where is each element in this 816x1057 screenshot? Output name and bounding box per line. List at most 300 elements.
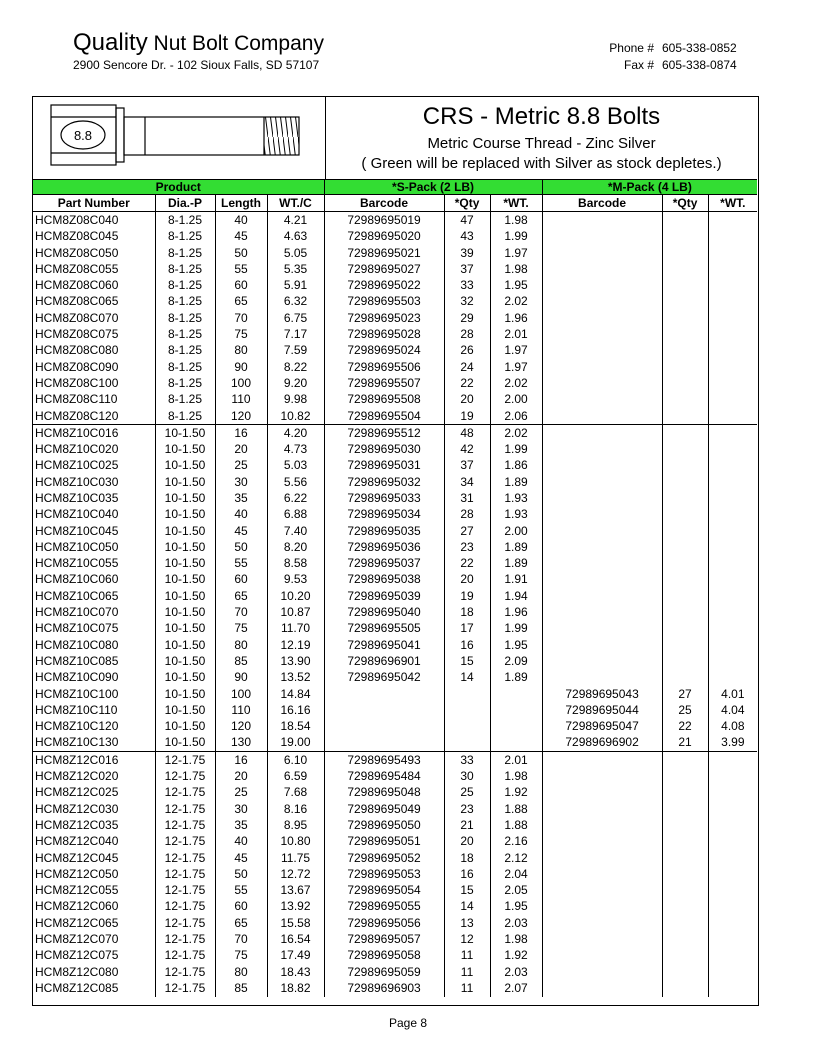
col-wt-c: 13.52 xyxy=(267,670,324,686)
col-m-wt: 4.04 xyxy=(708,702,757,718)
col-part-number: HCM8Z08C070 xyxy=(35,310,119,325)
col-s-wt: 1.92 xyxy=(490,785,542,801)
col-part-number: HCM8Z10C016 xyxy=(33,425,155,442)
col-wt-c: 12.19 xyxy=(267,637,324,653)
col-length: 40 xyxy=(215,834,267,850)
col-s-wt: 1.98 xyxy=(490,212,542,229)
col-m-qty xyxy=(662,245,708,261)
col-wt-c: 4.63 xyxy=(267,229,324,245)
col-wt-c: 5.56 xyxy=(267,474,324,490)
catalog-frame xyxy=(32,96,759,1006)
table-row xyxy=(33,882,757,898)
col-m-wt xyxy=(708,245,757,261)
col-s-qty: 23 xyxy=(444,801,490,817)
col-s-qty: 42 xyxy=(444,441,490,457)
table-row xyxy=(33,719,757,735)
col-dia-p: 10-1.50 xyxy=(155,588,215,604)
col-length: 60 xyxy=(215,277,267,293)
col-s-wt: 2.06 xyxy=(490,408,542,425)
col-s-barcode: 72989695033 xyxy=(324,490,444,506)
col-wt-c: 5.35 xyxy=(267,261,324,277)
col-s-barcode: 72989695030 xyxy=(324,441,444,457)
col-part-number: HCM8Z08C110 xyxy=(35,392,118,407)
col-dia-p: 8-1.25 xyxy=(155,310,215,326)
col-m-qty xyxy=(662,375,708,391)
col-s-barcode: 72989695022 xyxy=(324,277,444,293)
col-s-barcode: 72989695054 xyxy=(324,882,444,898)
table-row xyxy=(33,621,757,637)
table-row xyxy=(33,556,757,572)
col-length: 25 xyxy=(215,458,267,474)
col-part-number: HCM8Z10C090 xyxy=(35,670,119,685)
col-m-wt xyxy=(708,458,757,474)
col-length: 20 xyxy=(215,441,267,457)
table-row xyxy=(33,490,757,506)
col-s-barcode: 72989695057 xyxy=(324,931,444,947)
col-length: 35 xyxy=(215,490,267,506)
col-part-number: HCM8Z10C020 xyxy=(35,442,119,457)
col-m-wt xyxy=(708,375,757,391)
col-s-wt: 2.03 xyxy=(490,964,542,980)
col-m-wt xyxy=(708,556,757,572)
col-length: 80 xyxy=(215,964,267,980)
table-row xyxy=(33,653,757,669)
col-wt-c: 5.03 xyxy=(267,458,324,474)
col-s-wt: 2.04 xyxy=(490,866,542,882)
col-part-number: HCM8Z08C100 xyxy=(35,375,119,390)
col-m-wt xyxy=(708,359,757,375)
col-part-number: HCM8Z12C075 xyxy=(35,948,119,963)
col-s-wt xyxy=(490,702,542,718)
col-wt-c: 4.20 xyxy=(267,425,324,442)
col-m-qty xyxy=(662,310,708,326)
col-part-number: HCM8Z12C050 xyxy=(35,866,119,881)
col-wt-c: 9.20 xyxy=(267,375,324,391)
col-part-number: HCM8Z08C060 xyxy=(35,278,119,293)
col-m-qty xyxy=(662,392,708,408)
col-s-qty xyxy=(444,719,490,735)
col-s-qty: 19 xyxy=(444,588,490,604)
col-m-barcode xyxy=(542,768,662,784)
table-row xyxy=(33,326,757,342)
col-s-wt xyxy=(490,735,542,752)
col-wt-c: WT./C xyxy=(267,195,324,212)
col-dia-p: 10-1.50 xyxy=(155,653,215,669)
col-s-wt: 1.93 xyxy=(490,490,542,506)
col-dia-p: 10-1.50 xyxy=(155,572,215,588)
col-m-wt: 3.99 xyxy=(708,735,757,752)
col-s-wt: 1.89 xyxy=(490,670,542,686)
col-wt-c: 6.88 xyxy=(267,507,324,523)
col-s-barcode: 72989695019 xyxy=(324,212,444,229)
col-part-number: HCM8Z08C120 xyxy=(35,408,119,423)
col-s-wt: 2.16 xyxy=(490,834,542,850)
col-length: 70 xyxy=(215,310,267,326)
col-dia-p: 8-1.25 xyxy=(155,245,215,261)
col-m-qty: 22 xyxy=(662,719,708,735)
col-m-barcode xyxy=(542,507,662,523)
col-s-wt: 2.07 xyxy=(490,980,542,996)
col-m-wt xyxy=(708,229,757,245)
col-m-qty xyxy=(662,408,708,425)
col-m-qty xyxy=(662,653,708,669)
col-s-barcode: 72989695036 xyxy=(324,539,444,555)
col-m-wt xyxy=(708,931,757,947)
col-length: 85 xyxy=(215,980,267,996)
col-s-qty: 33 xyxy=(444,752,490,769)
col-m-barcode: 72989695043 xyxy=(542,686,662,702)
col-length: 50 xyxy=(215,245,267,261)
col-s-barcode: 72989695508 xyxy=(324,392,444,408)
col-m-wt xyxy=(708,507,757,523)
table-row xyxy=(33,637,757,653)
col-m-barcode xyxy=(542,294,662,310)
col-m-wt xyxy=(708,294,757,310)
col-m-barcode xyxy=(542,899,662,915)
col-s-barcode xyxy=(324,719,444,735)
col-m-wt xyxy=(708,834,757,850)
col-s-barcode: 72989695050 xyxy=(324,817,444,833)
col-m-wt xyxy=(708,212,757,229)
col-m-barcode xyxy=(542,245,662,261)
page-subtitle: Metric Course Thread - Zinc Silver xyxy=(427,135,656,152)
table-row xyxy=(33,392,757,408)
col-wt-c: 16.54 xyxy=(267,931,324,947)
col-dia-p: 12-1.75 xyxy=(155,866,215,882)
col-dia-p: 10-1.50 xyxy=(155,735,215,752)
col-wt-c: 15.58 xyxy=(267,915,324,931)
col-s-wt: 1.88 xyxy=(490,801,542,817)
col-m-barcode xyxy=(542,375,662,391)
col-wt-c: 6.59 xyxy=(267,768,324,784)
col-s-wt: 1.95 xyxy=(490,637,542,653)
col-s-qty xyxy=(444,735,490,752)
col-dia-p: 10-1.50 xyxy=(155,604,215,620)
col-s-barcode: 72989696903 xyxy=(324,980,444,996)
col-m-barcode xyxy=(542,474,662,490)
col-m-barcode xyxy=(542,588,662,604)
table-row xyxy=(33,539,757,555)
col-m-barcode xyxy=(542,637,662,653)
col-s-barcode: 72989695049 xyxy=(324,801,444,817)
page-number: Page 8 xyxy=(388,1016,428,1030)
table-row xyxy=(33,229,757,245)
col-s-qty: 29 xyxy=(444,310,490,326)
catalog-header xyxy=(33,97,757,180)
col-s-barcode: 72989695503 xyxy=(324,294,444,310)
col-dia-p: 10-1.50 xyxy=(155,425,215,442)
col-s-qty: 20 xyxy=(444,572,490,588)
fax-label: Fax # xyxy=(623,58,654,72)
col-dia-p: 8-1.25 xyxy=(155,375,215,391)
col-m-barcode xyxy=(542,882,662,898)
col-m-wt xyxy=(708,752,757,769)
col-s-barcode: 72989695506 xyxy=(324,359,444,375)
col-s-qty: 22 xyxy=(444,375,490,391)
col-dia-p: 12-1.75 xyxy=(155,850,215,866)
col-wt-c: 8.22 xyxy=(267,359,324,375)
col-dia-p: 12-1.75 xyxy=(155,801,215,817)
col-s-qty: *Qty xyxy=(444,195,490,212)
col-part-number: HCM8Z12C065 xyxy=(35,915,119,930)
col-s-wt: 2.01 xyxy=(490,326,542,342)
col-m-wt xyxy=(708,310,757,326)
col-s-qty: 37 xyxy=(444,261,490,277)
col-s-qty: 32 xyxy=(444,294,490,310)
col-part-number: HCM8Z08C050 xyxy=(35,245,119,260)
table-row xyxy=(33,948,757,964)
col-s-qty: 28 xyxy=(444,507,490,523)
col-m-wt xyxy=(708,490,757,506)
col-s-qty: 18 xyxy=(444,604,490,620)
col-m-wt xyxy=(708,850,757,866)
col-part-number: HCM8Z10C070 xyxy=(35,605,119,620)
col-m-qty xyxy=(662,980,708,996)
col-m-qty xyxy=(662,441,708,457)
col-length: 110 xyxy=(215,702,267,718)
col-dia-p: 8-1.25 xyxy=(155,277,215,293)
col-dia-p: 8-1.25 xyxy=(155,229,215,245)
col-m-barcode xyxy=(542,785,662,801)
col-wt-c: 19.00 xyxy=(267,735,324,752)
col-s-qty: 13 xyxy=(444,915,490,931)
col-m-qty xyxy=(662,572,708,588)
col-dia-p: 10-1.50 xyxy=(155,670,215,686)
col-s-wt: 1.99 xyxy=(490,229,542,245)
col-s-qty xyxy=(444,686,490,702)
col-part-number: HCM8Z12C016 xyxy=(33,752,155,769)
table-row xyxy=(33,245,757,261)
col-s-wt: 1.95 xyxy=(490,899,542,915)
col-m-wt: *WT. xyxy=(708,195,757,212)
col-part-number: HCM8Z10C075 xyxy=(35,621,119,636)
col-m-barcode xyxy=(542,850,662,866)
col-m-wt xyxy=(708,277,757,293)
table-row xyxy=(33,702,757,718)
col-m-wt xyxy=(708,261,757,277)
col-m-barcode xyxy=(542,408,662,425)
col-s-wt: 1.99 xyxy=(490,441,542,457)
col-part-number: HCM8Z10C065 xyxy=(35,588,119,603)
col-m-wt xyxy=(708,539,757,555)
col-s-barcode: 72989695024 xyxy=(324,343,444,359)
col-m-qty xyxy=(662,277,708,293)
col-s-barcode: 72989695493 xyxy=(324,752,444,769)
col-s-barcode: 72989695051 xyxy=(324,834,444,850)
col-s-wt: 2.09 xyxy=(490,653,542,669)
col-s-barcode: 72989695027 xyxy=(324,261,444,277)
col-wt-c: 6.10 xyxy=(267,752,324,769)
col-m-barcode xyxy=(542,653,662,669)
col-dia-p: 8-1.25 xyxy=(155,408,215,425)
col-length: 75 xyxy=(215,948,267,964)
col-s-barcode: 72989695052 xyxy=(324,850,444,866)
col-m-wt xyxy=(708,670,757,686)
table-row xyxy=(33,441,757,457)
col-s-wt: 1.95 xyxy=(490,277,542,293)
col-wt-c: 8.95 xyxy=(267,817,324,833)
col-s-qty: 15 xyxy=(444,653,490,669)
col-s-qty: 16 xyxy=(444,866,490,882)
col-m-barcode xyxy=(542,359,662,375)
col-s-qty: 37 xyxy=(444,458,490,474)
col-wt-c: 14.84 xyxy=(267,686,324,702)
col-wt-c: 10.80 xyxy=(267,834,324,850)
col-s-barcode: 72989695504 xyxy=(324,408,444,425)
col-dia-p: 12-1.75 xyxy=(155,980,215,996)
col-length: 130 xyxy=(215,735,267,752)
col-wt-c: 12.72 xyxy=(267,866,324,882)
col-s-wt: 1.98 xyxy=(490,768,542,784)
col-m-qty xyxy=(662,326,708,342)
col-part-number: HCM8Z12C045 xyxy=(35,850,119,865)
col-m-barcode xyxy=(542,392,662,408)
col-length: 70 xyxy=(215,604,267,620)
col-dia-p: 12-1.75 xyxy=(155,964,215,980)
col-s-wt: 1.97 xyxy=(490,359,542,375)
col-s-barcode: 72989695023 xyxy=(324,310,444,326)
col-length: 16 xyxy=(215,752,267,769)
group-product: Product xyxy=(33,180,324,195)
bolt-icon xyxy=(33,97,325,179)
col-m-qty xyxy=(662,948,708,964)
col-length: 20 xyxy=(215,768,267,784)
col-wt-c: 6.75 xyxy=(267,310,324,326)
col-dia-p: 8-1.25 xyxy=(155,212,215,229)
col-wt-c: 9.98 xyxy=(267,392,324,408)
col-m-qty xyxy=(662,458,708,474)
col-m-wt xyxy=(708,899,757,915)
col-length: 120 xyxy=(215,719,267,735)
col-s-wt: 1.96 xyxy=(490,604,542,620)
col-part-number: HCM8Z08C040 xyxy=(35,212,119,227)
col-part-number: HCM8Z08C065 xyxy=(35,294,119,309)
table-row xyxy=(33,277,757,293)
col-m-barcode xyxy=(542,670,662,686)
col-m-barcode xyxy=(542,964,662,980)
col-length: 40 xyxy=(215,507,267,523)
col-m-qty xyxy=(662,294,708,310)
col-m-wt xyxy=(708,474,757,490)
company-name xyxy=(73,29,324,57)
col-wt-c: 16.16 xyxy=(267,702,324,718)
col-dia-p: 10-1.50 xyxy=(155,507,215,523)
col-s-barcode: 72989695484 xyxy=(324,768,444,784)
col-s-barcode xyxy=(324,702,444,718)
col-part-number: HCM8Z10C060 xyxy=(35,572,119,587)
col-s-barcode: 72989695059 xyxy=(324,964,444,980)
col-part-number: HCM8Z10C110 xyxy=(35,702,118,717)
col-s-barcode xyxy=(324,735,444,752)
col-dia-p: Dia.-P xyxy=(155,195,215,212)
col-dia-p: 10-1.50 xyxy=(155,458,215,474)
col-s-qty: 19 xyxy=(444,408,490,425)
col-length: 80 xyxy=(215,343,267,359)
col-dia-p: 12-1.75 xyxy=(155,915,215,931)
col-s-barcode: 72989695040 xyxy=(324,604,444,620)
col-part-number: HCM8Z10C100 xyxy=(35,686,119,701)
col-s-wt: 1.93 xyxy=(490,507,542,523)
table-row xyxy=(33,523,757,539)
col-s-barcode: 72989695020 xyxy=(324,229,444,245)
col-length: 55 xyxy=(215,882,267,898)
col-length: 65 xyxy=(215,915,267,931)
col-m-barcode xyxy=(542,801,662,817)
col-dia-p: 8-1.25 xyxy=(155,261,215,277)
table-row xyxy=(33,866,757,882)
col-s-barcode: 72989695039 xyxy=(324,588,444,604)
col-length: 45 xyxy=(215,229,267,245)
col-dia-p: 10-1.50 xyxy=(155,474,215,490)
table-row xyxy=(33,604,757,620)
col-m-qty xyxy=(662,474,708,490)
table-row xyxy=(33,408,757,425)
table-row xyxy=(33,768,757,784)
col-length: 100 xyxy=(215,686,267,702)
col-s-wt: 2.00 xyxy=(490,523,542,539)
col-s-qty: 12 xyxy=(444,931,490,947)
col-m-qty: *Qty xyxy=(662,195,708,212)
table-row xyxy=(33,507,757,523)
col-wt-c: 18.82 xyxy=(267,980,324,996)
col-s-barcode: 72989695032 xyxy=(324,474,444,490)
col-m-qty: 25 xyxy=(662,702,708,718)
col-length: 45 xyxy=(215,850,267,866)
col-m-barcode xyxy=(542,539,662,555)
phone-label: Phone # xyxy=(609,41,654,55)
col-s-wt: 1.91 xyxy=(490,572,542,588)
col-dia-p: 12-1.75 xyxy=(155,834,215,850)
col-s-qty: 25 xyxy=(444,785,490,801)
table-row xyxy=(33,899,757,915)
col-m-qty xyxy=(662,785,708,801)
table-row xyxy=(33,458,757,474)
col-length: 50 xyxy=(215,866,267,882)
col-length: 70 xyxy=(215,931,267,947)
col-length: 75 xyxy=(215,326,267,342)
col-s-wt: 1.92 xyxy=(490,948,542,964)
col-s-qty: 30 xyxy=(444,768,490,784)
col-m-wt xyxy=(708,621,757,637)
col-s-wt: 1.89 xyxy=(490,556,542,572)
col-s-wt: 2.12 xyxy=(490,850,542,866)
col-dia-p: 12-1.75 xyxy=(155,948,215,964)
col-m-wt xyxy=(708,425,757,442)
col-m-qty xyxy=(662,915,708,931)
table-row xyxy=(33,670,757,686)
col-m-barcode xyxy=(542,752,662,769)
col-m-qty xyxy=(662,604,708,620)
table-row xyxy=(33,915,757,931)
col-m-qty xyxy=(662,212,708,229)
col-s-qty: 17 xyxy=(444,621,490,637)
col-s-barcode: 72989695034 xyxy=(324,507,444,523)
col-part-number: HCM8Z10C025 xyxy=(35,458,119,473)
company-name-rest: Nut Bolt Company xyxy=(153,32,324,55)
col-wt-c: 10.20 xyxy=(267,588,324,604)
col-wt-c: 8.16 xyxy=(267,801,324,817)
page-title: CRS - Metric 8.8 Bolts xyxy=(422,103,661,130)
table-row xyxy=(33,801,757,817)
col-length: Length xyxy=(215,195,267,212)
col-s-wt: 1.98 xyxy=(490,261,542,277)
table-row xyxy=(33,980,757,996)
col-wt-c: 18.43 xyxy=(267,964,324,980)
col-m-qty xyxy=(662,752,708,769)
col-length: 50 xyxy=(215,539,267,555)
table-row xyxy=(33,964,757,980)
col-wt-c: 10.87 xyxy=(267,604,324,620)
